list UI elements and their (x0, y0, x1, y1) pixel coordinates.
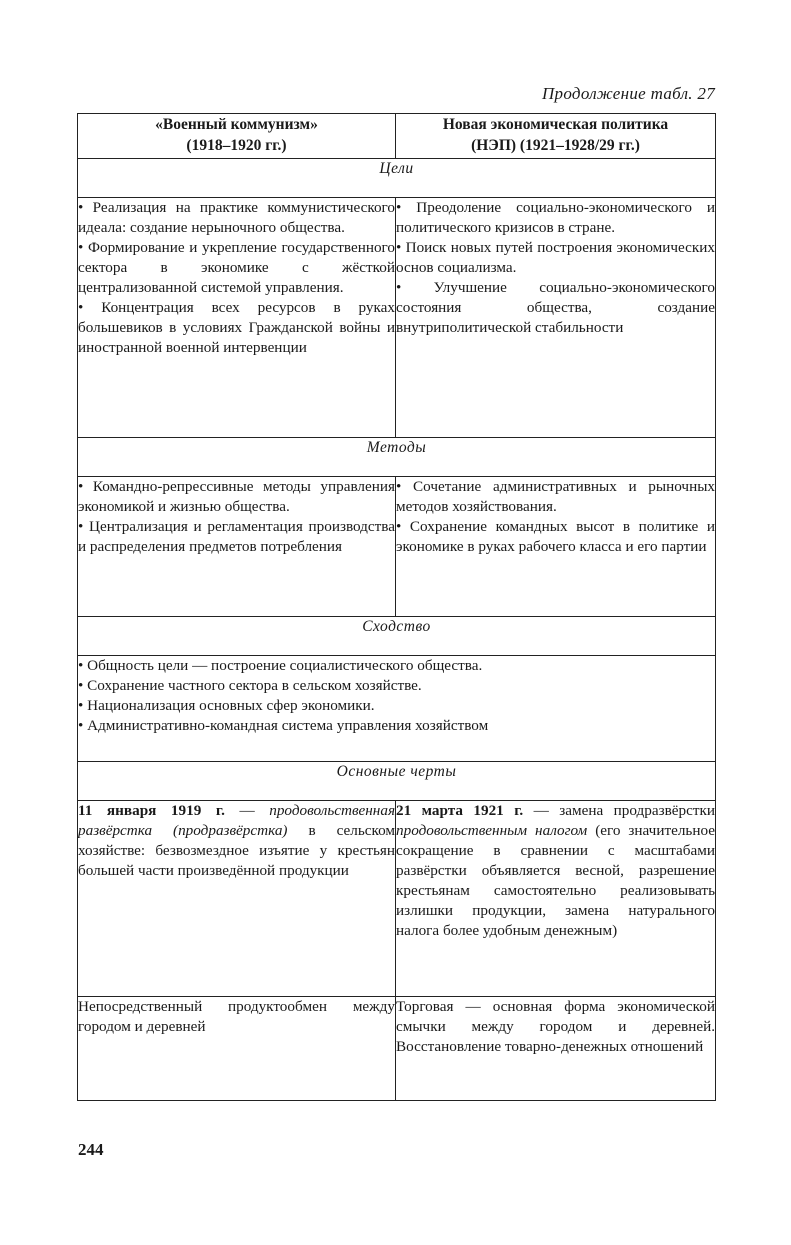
section-title-similarity: Сходство (78, 617, 716, 656)
body-text: в сельском хозяйстве: безвозмездное изъятие у крестьян большей части произведённой продукции (78, 822, 396, 879)
header-nep (396, 114, 716, 159)
list-item: • Командно-репрессивные методы управления экономикой и жизнью общества. (78, 478, 395, 515)
features-left-cell-2 (78, 997, 396, 1101)
date-text: 11 января 1919 г. (78, 802, 225, 819)
features-right-cell-2 (396, 997, 716, 1101)
methods-row (78, 477, 716, 617)
section-title-methods: Методы (78, 438, 716, 477)
body-text: (его значительное сокращение в сравнении с масштабами развёрстки объявляется весной, разрешение крестьянам самостоятельно реализовывать излишки продукции, замена натурального налога более удобным денежным) (396, 822, 715, 939)
features-right-cell-1 (396, 801, 716, 997)
features-left-cell-1 (78, 801, 396, 997)
list-item: • Национализация основных сфер экономики. (78, 697, 375, 714)
section-row-similarity (78, 617, 716, 656)
term-text: продовольственная развёрстка (продразвёрстка) (78, 802, 395, 839)
section-row-goals (78, 159, 716, 198)
features-row-1 (78, 801, 716, 997)
list-item: • Улучшение социально-экономического состояния общества, создание внутриполитической стабильности (396, 279, 715, 336)
goals-right-cell (396, 198, 716, 438)
table-caption: Продолжение табл. 27 (541, 84, 715, 103)
list-item: • Сохранение частного сектора в сельском хозяйстве. (78, 677, 422, 694)
methods-right-cell (396, 477, 716, 617)
list-item: • Общность цели — построение социалистического общества. (78, 657, 483, 674)
header-right-years: (НЭП) (1921–1928/29 гг.) (471, 137, 640, 154)
section-title-features: Основные черты (78, 762, 716, 801)
comparison-table (77, 113, 716, 1101)
header-right-title: Новая экономическая политика (442, 116, 669, 133)
term-text: продовольственным налогом (396, 822, 588, 839)
goals-left-cell (78, 198, 396, 438)
list-item: • Преодоление социально-экономического и политического кризисов в стране. (396, 199, 715, 236)
similarity-row (78, 656, 716, 762)
list-item: • Сочетание административных и рыночных методов хозяйствования. (396, 478, 715, 515)
list-item: • Административно-командная система управления хозяйством (78, 717, 489, 734)
list-item: • Реализация на практике коммунистического идеала: создание нерыночного общества. (78, 199, 395, 236)
header-row (78, 114, 716, 159)
similarity-cell (78, 656, 716, 762)
body-text: — замена продразвёрстки (523, 802, 715, 819)
methods-left-cell (78, 477, 396, 617)
body-text: Непосредственный продуктообмен между городом и деревней (78, 998, 395, 1035)
features-row-2 (78, 997, 716, 1101)
header-left-title: «Военный коммунизм» (155, 116, 318, 133)
list-item: • Централизация и регламентация производства и распределения предметов потребления (78, 518, 395, 555)
section-title-goals: Цели (78, 159, 716, 198)
header-left-years: (1918–1920 гг.) (186, 137, 287, 154)
list-item: • Сохранение командных высот в политике и экономике в руках рабочего класса и его партии (396, 518, 715, 555)
list-item: • Концентрация всех ресурсов в руках большевиков в условиях Гражданской войны и иностранной военной интервенции (78, 299, 395, 356)
page-number: 244 (78, 1140, 104, 1159)
header-war-communism (78, 114, 396, 159)
date-text: 21 марта 1921 г. (396, 802, 524, 819)
body-text: Торговая — основная форма экономической смычки между городом и деревней. Восстановление товарно-денежных отношений (396, 998, 715, 1055)
list-item: • Поиск новых путей построения экономических основ социализма. (396, 239, 715, 276)
section-row-methods (78, 438, 716, 477)
section-row-features (78, 762, 716, 801)
list-item: • Формирование и укрепление государственного сектора в экономике с жёсткой централизованной системой управления. (78, 239, 395, 296)
dash-text: — (224, 802, 270, 819)
goals-row (78, 198, 716, 438)
